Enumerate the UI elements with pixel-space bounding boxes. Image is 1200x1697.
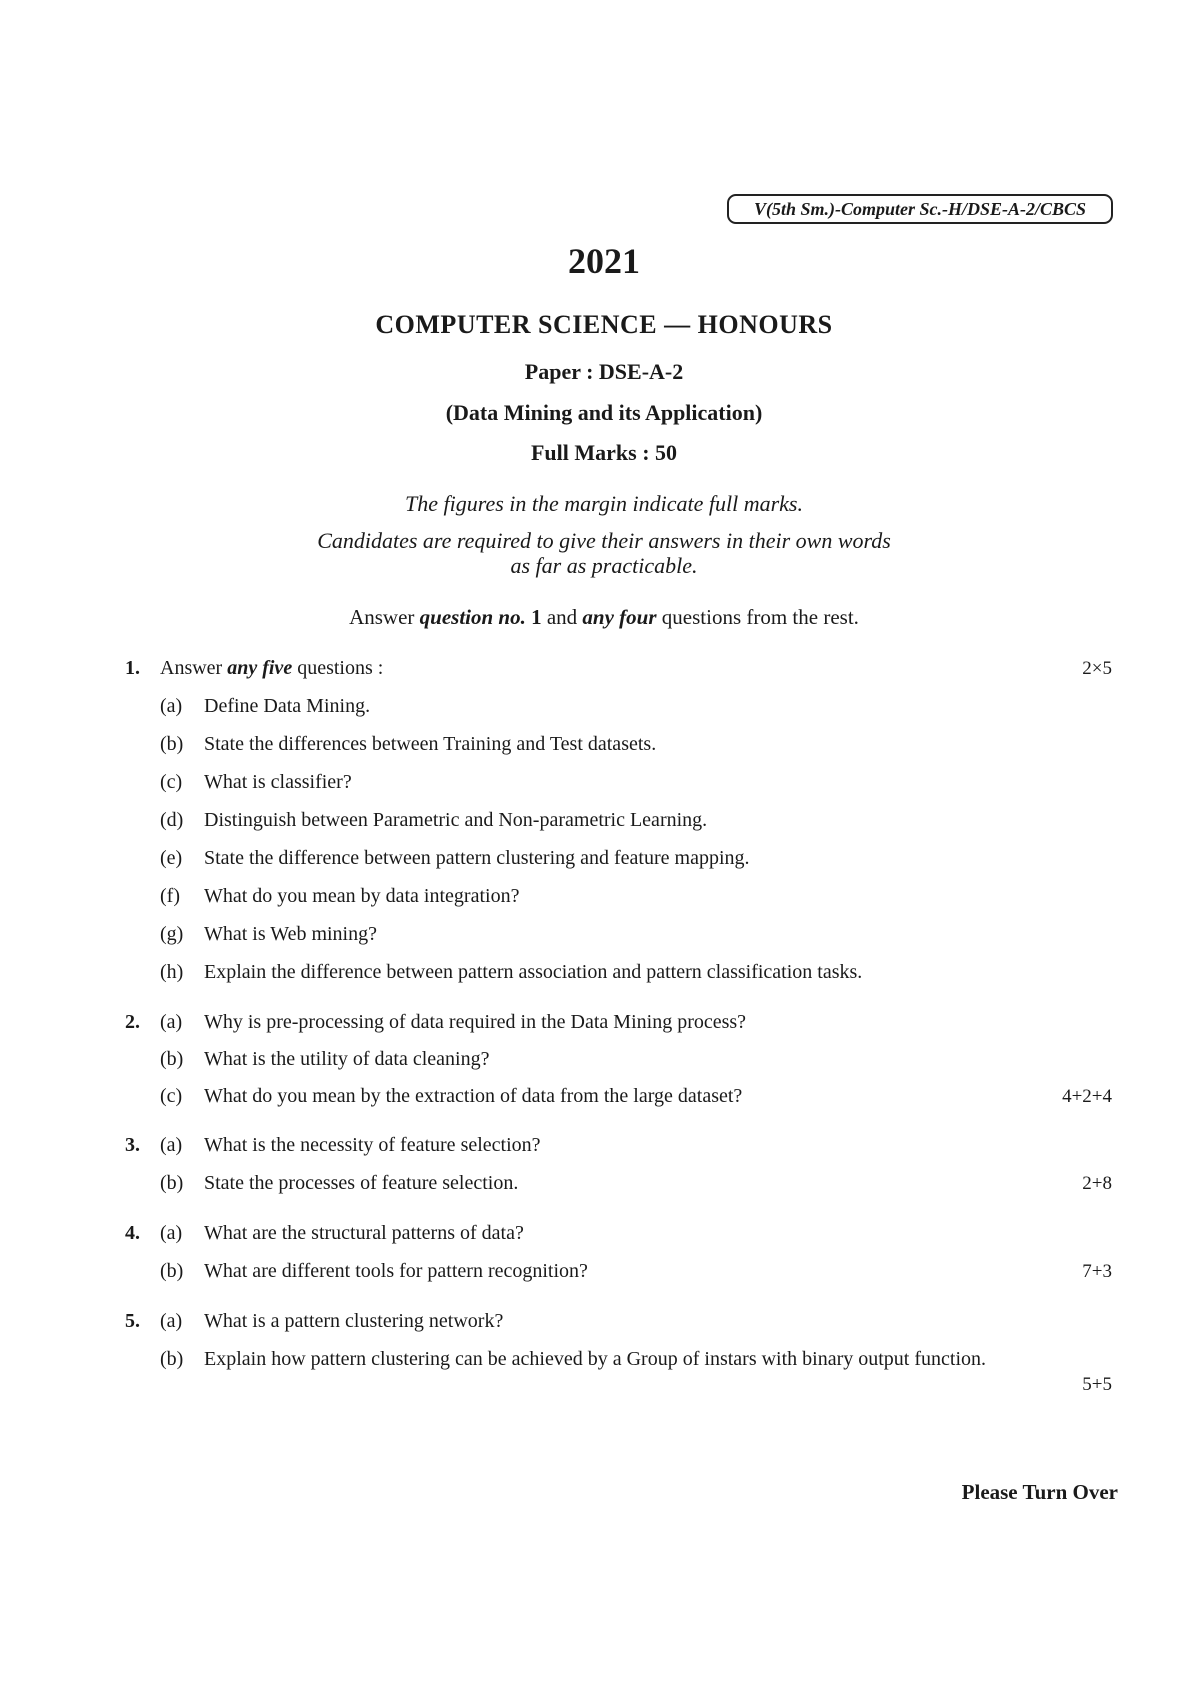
question-marks: 7+3	[1082, 1261, 1112, 1282]
question-part	[160, 1172, 518, 1195]
part-text: What is a pattern clustering network?	[204, 1310, 504, 1332]
question-part	[160, 1310, 503, 1333]
part-label: (g)	[160, 923, 184, 945]
question-lead-emph: any five	[227, 657, 293, 679]
part-label: (b)	[160, 1348, 184, 1370]
part-text: State the differences between Training and Test datasets.	[204, 733, 657, 755]
full-marks: Full Marks : 50	[530, 440, 678, 465]
paper-code-box: V(5th Sm.)-Computer Sc.-H/DSE-A-2/CBCS	[727, 194, 1113, 224]
question-part	[160, 885, 519, 908]
part-label: (e)	[160, 847, 183, 869]
question-number: 4.	[125, 1222, 140, 1244]
part-label: (a)	[160, 1222, 183, 1244]
part-text: What is Web mining?	[204, 923, 377, 945]
part-text: Explain the difference between pattern association and pattern classification tasks.	[204, 961, 863, 983]
paper-code: Paper : DSE-A-2	[524, 359, 684, 384]
question-part	[160, 695, 370, 718]
question-marks: 2×5	[1082, 658, 1112, 679]
question-part	[160, 961, 862, 984]
instruction-line-1: The figures in the margin indicate full marks.	[404, 491, 803, 516]
answer-rule-part: and	[546, 605, 578, 629]
part-text: Explain how pattern clustering can be achieved by a Group of instars with binary output function.	[204, 1348, 987, 1370]
question-number: 1.	[125, 657, 140, 679]
part-label: (c)	[160, 771, 183, 793]
question-marks: 4+2+4	[1062, 1086, 1112, 1107]
question-number: 5.	[125, 1310, 140, 1332]
question-part	[160, 809, 707, 832]
part-label: (a)	[160, 1011, 183, 1033]
part-text: Distinguish between Parametric and Non-parametric Learning.	[204, 809, 708, 831]
instruction-line-2: Candidates are required to give their answers in their own words	[317, 528, 891, 553]
part-text: What is classifier?	[204, 771, 352, 793]
part-label: (f)	[160, 885, 180, 907]
part-label: (b)	[160, 1048, 184, 1070]
part-label: (d)	[160, 809, 184, 831]
part-text: What is the utility of data cleaning?	[204, 1048, 490, 1070]
part-text: State the difference between pattern clustering and feature mapping.	[204, 847, 750, 869]
question-part	[160, 1260, 588, 1283]
answer-rule-number: 1	[531, 605, 542, 629]
question-part	[160, 1085, 742, 1108]
part-label: (b)	[160, 1172, 184, 1194]
part-text: What are the structural patterns of data?	[204, 1222, 524, 1244]
part-label: (a)	[160, 1310, 183, 1332]
instruction-line-3: as far as practicable.	[510, 553, 698, 578]
question-lead	[160, 657, 383, 680]
answer-rule-emph: any four	[582, 605, 657, 629]
part-label: (b)	[160, 1260, 184, 1282]
part-label: (c)	[160, 1085, 183, 1107]
part-text: What do you mean by the extraction of data from the large dataset?	[204, 1085, 743, 1107]
part-text: State the processes of feature selection.	[204, 1172, 519, 1194]
part-text: Why is pre-processing of data required in the Data Mining process?	[204, 1011, 747, 1033]
part-label: (h)	[160, 961, 184, 983]
question-part	[160, 1011, 746, 1034]
part-text: What do you mean by data integration?	[204, 885, 520, 907]
question-number: 2.	[125, 1011, 140, 1033]
part-label: (a)	[160, 695, 183, 717]
question-part	[160, 771, 352, 794]
question-part	[160, 847, 750, 870]
question-marks: 2+8	[1082, 1173, 1112, 1194]
question-lead-suffix: questions :	[297, 657, 384, 679]
subject-title: COMPUTER SCIENCE — HONOURS	[375, 310, 833, 339]
part-label: (a)	[160, 1134, 183, 1156]
question-part	[160, 1048, 489, 1071]
question-part	[160, 733, 656, 756]
part-text: What is the necessity of feature selection?	[204, 1134, 541, 1156]
exam-year: 2021	[568, 241, 640, 281]
question-number: 3.	[125, 1134, 140, 1156]
question-part	[160, 1222, 524, 1245]
question-marks: 5+5	[1082, 1374, 1112, 1395]
question-part	[160, 1348, 986, 1371]
answer-rule-emph: question no.	[419, 605, 526, 629]
question-lead-prefix: Answer	[160, 657, 223, 679]
question-part	[160, 1134, 541, 1157]
answer-rule	[4, 605, 1200, 630]
please-turn-over: Please Turn Over	[961, 1480, 1118, 1504]
answer-rule-part: Answer	[349, 605, 415, 629]
answer-rule-part: questions from the rest.	[661, 605, 859, 629]
part-label: (b)	[160, 733, 184, 755]
paper-title: (Data Mining and its Application)	[445, 400, 763, 425]
part-text: Define Data Mining.	[204, 695, 371, 717]
part-text: What are different tools for pattern recognition?	[204, 1260, 588, 1282]
question-part	[160, 923, 377, 946]
